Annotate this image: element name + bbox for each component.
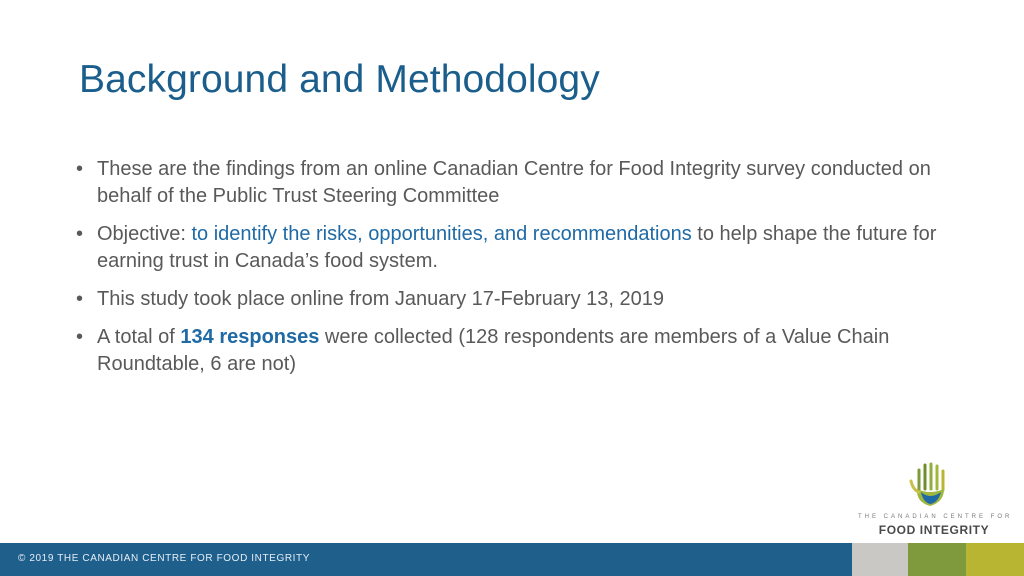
bullet-dot: • [76, 326, 84, 348]
bullet-suffix: were collected (128 respondents are members of a Value Chain Roundtable, 6 are not) [97, 326, 890, 375]
bullet-prefix: Objective: [97, 223, 192, 245]
bullet-item [76, 324, 956, 378]
bullet-prefix: A total of [97, 326, 181, 348]
objective-highlight: to identify the risks, opportunities, and recommendations [191, 223, 692, 245]
bullet-list [76, 156, 956, 389]
responses-highlight: 134 responses [180, 326, 320, 348]
footer-copyright: © 2019 THE CANADIAN CENTRE FOR FOOD INTEGRITY [18, 553, 310, 564]
hand-wheat-logo-icon [908, 462, 952, 510]
bullet-text: These are the findings from an online Canadian Centre for Food Integrity survey conducted on behalf of the Public Trust Steering Committee [97, 158, 931, 207]
logo-subtitle: THE CANADIAN CENTRE FOR [858, 514, 1013, 520]
bullet-item [76, 156, 956, 210]
bullet-dot: • [76, 288, 84, 310]
cfi-logo [858, 462, 1013, 540]
bullet-dot: • [76, 223, 84, 245]
bullet-dot: • [76, 158, 84, 180]
bullet-item [76, 286, 956, 313]
footer-main-band [0, 543, 852, 576]
logo-title: FOOD INTEGRITY [878, 523, 990, 537]
bullet-suffix: to help shape the future for earning trust in Canada’s food system. [97, 223, 937, 272]
page-title: Background and Methodology [79, 58, 600, 101]
footer-swatch-gray [852, 543, 908, 576]
footer-swatch-green [908, 543, 966, 576]
footer-bar [0, 543, 1024, 576]
footer-swatch-olive [966, 543, 1024, 576]
bullet-text: This study took place online from January 17-February 13, 2019 [97, 288, 664, 310]
bullet-item [76, 221, 956, 275]
